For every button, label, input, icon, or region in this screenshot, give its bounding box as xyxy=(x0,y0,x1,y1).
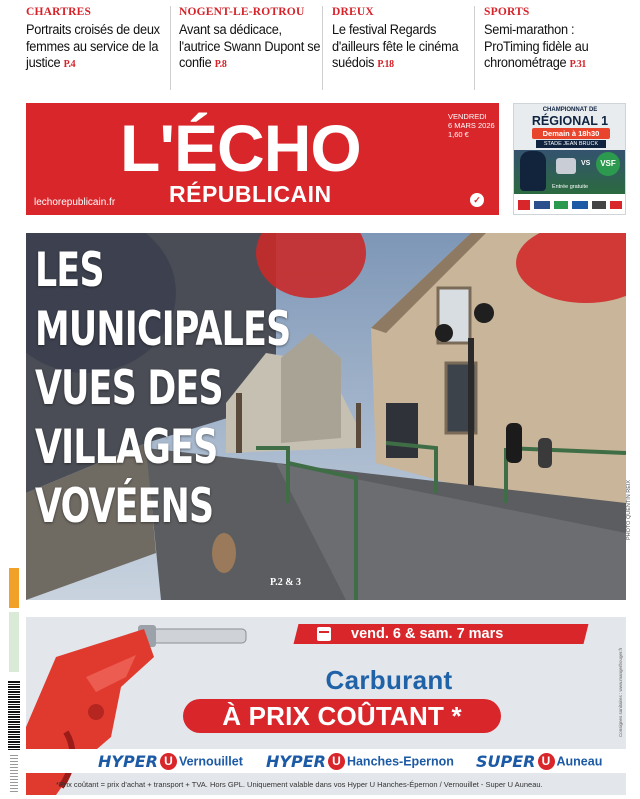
store-vernouillet[interactable] xyxy=(98,752,243,770)
teaser-headline-text: Le festival Regards d'ailleurs fête le cinéma suédois xyxy=(332,22,459,71)
teaser-kicker: SPORTS xyxy=(484,6,530,18)
margin-strip xyxy=(6,568,22,794)
teaser-dreux[interactable] xyxy=(322,6,470,90)
teaser-headline xyxy=(26,22,172,73)
legal-mentions-icon xyxy=(10,754,18,792)
hero-headline-line: VUES DES xyxy=(35,361,223,416)
ad-tagline: À PRIX COÛTANT * xyxy=(183,699,501,733)
hero-headline-line: VOVÉENS xyxy=(35,479,214,534)
logo-subtitle: RÉPUBLICAIN xyxy=(169,181,332,207)
issue-date: 6 MARS 2026 xyxy=(448,121,495,130)
football-ad[interactable] xyxy=(513,103,626,215)
ad-headline: Carburant xyxy=(325,665,453,695)
teaser-page: P.8 xyxy=(214,58,227,70)
away-club: VSF xyxy=(600,159,616,168)
sponsor-logos-icon xyxy=(514,194,626,215)
ad-dates: vend. 6 & sam. 7 mars xyxy=(351,626,504,642)
masthead[interactable] xyxy=(26,103,499,215)
website-link[interactable]: lechorepublicain.fr xyxy=(34,197,116,208)
player-image xyxy=(520,151,546,191)
u-logo-icon: U xyxy=(328,753,345,770)
teaser-chartres[interactable] xyxy=(26,6,174,90)
teaser-kicker: CHARTRES xyxy=(26,6,92,18)
issue-price: 1,60 € xyxy=(448,130,469,139)
teaser-headline-text: Avant sa dédicace, l'autrice Swann Dupont se confie xyxy=(179,22,321,71)
ad-entry: Entrée gratuite xyxy=(552,184,589,190)
store-brand: HYPER xyxy=(98,752,158,771)
store-city: Auneau xyxy=(556,754,603,769)
away-crest-icon xyxy=(596,152,620,176)
calendar-icon xyxy=(317,627,331,641)
store-auneau[interactable] xyxy=(476,752,602,770)
teaser-page: P.4 xyxy=(63,58,76,70)
store-brand: SUPER xyxy=(476,752,536,771)
store-city: Vernouillet xyxy=(178,754,243,769)
issue-date-box xyxy=(448,112,495,139)
store-city: Hanches-Epernon xyxy=(346,754,454,769)
teaser-strip xyxy=(0,0,640,94)
hero-page-ref: P.2 & 3 xyxy=(270,577,302,588)
teaser-headline xyxy=(332,22,478,73)
ad-versus: VS xyxy=(581,160,591,167)
photo-credit: PHOTO QUENTIN REIX xyxy=(626,479,632,540)
store-list xyxy=(26,749,626,773)
teaser-headline-text: Semi-marathon : ProTiming fidèle au chronométrage xyxy=(484,22,589,71)
issue-day: VENDREDI xyxy=(448,112,487,121)
teaser-headline xyxy=(484,22,630,73)
teaser-headline xyxy=(179,22,325,73)
ad-stadium: STADE JEAN BRUCK xyxy=(536,140,606,148)
store-hanches-epernon[interactable] xyxy=(266,752,454,770)
hero-headline-line: VILLAGES xyxy=(35,420,218,475)
u-logo-icon: U xyxy=(538,753,555,770)
ad-championship: CHAMPIONNAT DE xyxy=(542,107,598,113)
teaser-nogent[interactable] xyxy=(170,6,321,90)
ad-legal: Consignes sanitaires : www.mangerbouger.fr xyxy=(618,647,623,737)
u-logo-icon: U xyxy=(160,753,177,770)
hero-headline xyxy=(35,241,346,536)
ad-when: Demain à 18h30 xyxy=(532,128,610,139)
teaser-headline-text: Portraits croisés de deux femmes au service de la justice xyxy=(26,22,160,71)
logo-title: L'ÉCHO xyxy=(120,111,361,185)
hero-headline-line: LES xyxy=(35,243,104,298)
sponsor-logos xyxy=(514,194,626,215)
teaser-page: P.18 xyxy=(377,58,394,70)
teaser-sports[interactable] xyxy=(474,6,634,90)
barcode-icon xyxy=(8,680,20,750)
ad-league: RÉGIONAL 1 xyxy=(531,114,609,128)
ad-footnote: *Prix coûtant = prix d'achat + transport + TVA. Hors GPL. Uniquement valable dans vos Hyper U Hanches-Épernon / Vernouillet - Super U Auneau. xyxy=(56,780,543,789)
fuel-ad[interactable] xyxy=(26,617,626,795)
paper-label-icon xyxy=(9,612,19,672)
hero-photo[interactable] xyxy=(26,233,626,600)
store-brand: HYPER xyxy=(266,752,326,771)
teaser-page: P.31 xyxy=(569,58,587,70)
publisher-badge-icon: ✓ xyxy=(470,193,484,207)
teaser-kicker: DREUX xyxy=(332,6,374,18)
home-crest-icon xyxy=(556,158,576,174)
hero-headline-line: MUNICIPALES xyxy=(35,302,291,357)
teaser-kicker: NOGENT-LE-ROTROU xyxy=(179,6,305,18)
recycling-logo-icon xyxy=(9,568,19,608)
